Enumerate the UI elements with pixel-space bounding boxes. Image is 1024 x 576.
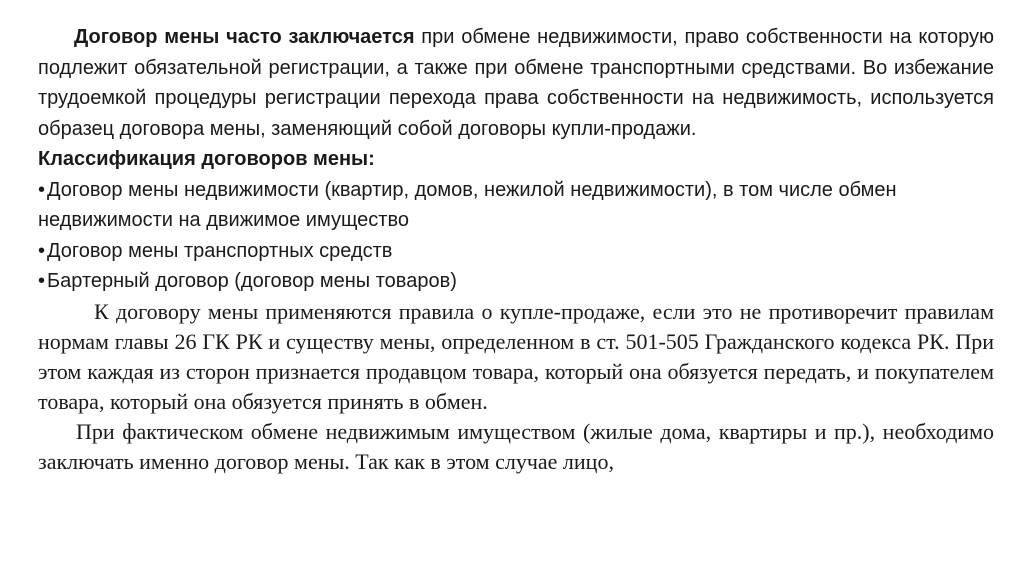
- classification-heading: Классификация договоров мены:: [38, 148, 375, 170]
- list-item: [38, 236, 994, 267]
- list-item: [38, 266, 994, 297]
- classification-list: [38, 175, 994, 297]
- bullet-icon: •: [38, 178, 46, 201]
- intro-paragraph: [38, 22, 994, 144]
- intro-text: при обмене недвижимости, право собственности на которую подлежит обязательной регистрации, а также при обмене транспортными средствами. Во избежание трудоемкой процедуры регистрации перехода права собственности на недвижимость, используется образец договора мены, заменяющий собой договоры купли-продажи.: [38, 26, 994, 140]
- slide-content: [38, 22, 994, 477]
- rules-paragraph: К договору мены применяются правила о купле-продаже, если это не противоречит правилам нормам главы 26 ГК РК и существу мены, определенном в ст. 501-505 Гражданского кодекса РК. При этом каждая из сторон признается продавцом товара, который она обязуется передать, и покупателем товара, который она обязуется принять в обмен.: [38, 298, 994, 414]
- list-item-text: Договор мены транспортных средств: [47, 239, 393, 262]
- list-item-text: Договор мены недвижимости (квартир, домов, нежилой недвижимости), в том числе обмен недвижимости на движимое имущество: [38, 178, 897, 231]
- list-item-text: Бартерный договор (договор мены товаров): [47, 270, 457, 292]
- bullet-icon: •: [38, 270, 46, 292]
- intro-bold-lead: Договор мены часто заключается: [74, 26, 415, 48]
- list-item: [38, 175, 994, 236]
- bullet-icon: •: [38, 239, 46, 262]
- practice-paragraph: При фактическом обмене недвижимым имуществом (жилые дома, квартиры и пр.), необходимо заключать именно договор мены. Так как в этом случае лицо,: [38, 418, 994, 474]
